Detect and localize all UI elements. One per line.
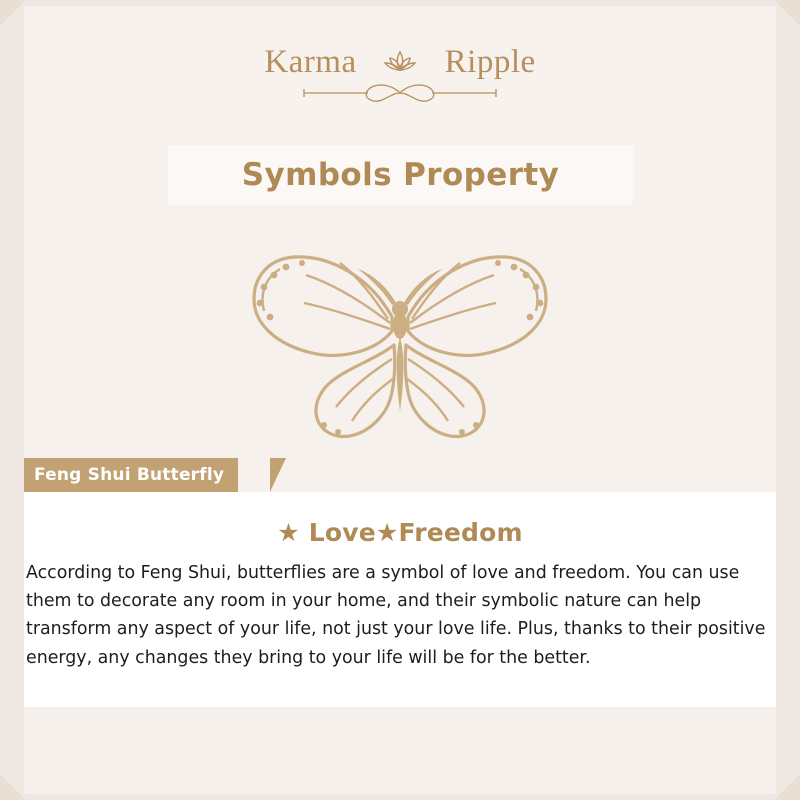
lotus-icon — [381, 48, 419, 83]
brand-name-right: Ripple — [444, 44, 536, 80]
feature-label-text: Feng Shui Butterfly — [34, 465, 225, 485]
illustration-area — [24, 205, 776, 495]
corner-decoration-bottom-right — [774, 774, 800, 800]
feature-label-ribbon — [24, 458, 238, 492]
corner-decoration-top-left — [0, 0, 26, 26]
page-title: Symbols Property — [241, 157, 560, 193]
description-body: According to Feng Shui, butterflies are a symbol of love and freedom. You can use them to decorate any room in your home, and their symbolic nature can help transform any aspect of your life, not just your love life. Plus, thanks to their positive energy, any changes they bring to your life will be for the better. — [26, 563, 766, 668]
title-banner — [168, 145, 633, 205]
description-subtitle: ★ Love★Freedom — [277, 518, 523, 547]
corner-decoration-top-right — [774, 0, 800, 26]
header-band — [24, 6, 776, 126]
footer-band — [24, 707, 776, 794]
corner-decoration-bottom-left — [0, 774, 26, 800]
brand-logo — [24, 44, 776, 81]
ribbon-tail-decoration — [270, 458, 286, 492]
infinity-flourish-icon — [290, 80, 510, 111]
brand-name-left: Karma — [264, 44, 357, 80]
description-panel — [24, 492, 776, 707]
butterfly-icon — [220, 233, 580, 468]
brand-logo-inner — [264, 44, 535, 81]
card-inner-panel — [24, 6, 776, 794]
